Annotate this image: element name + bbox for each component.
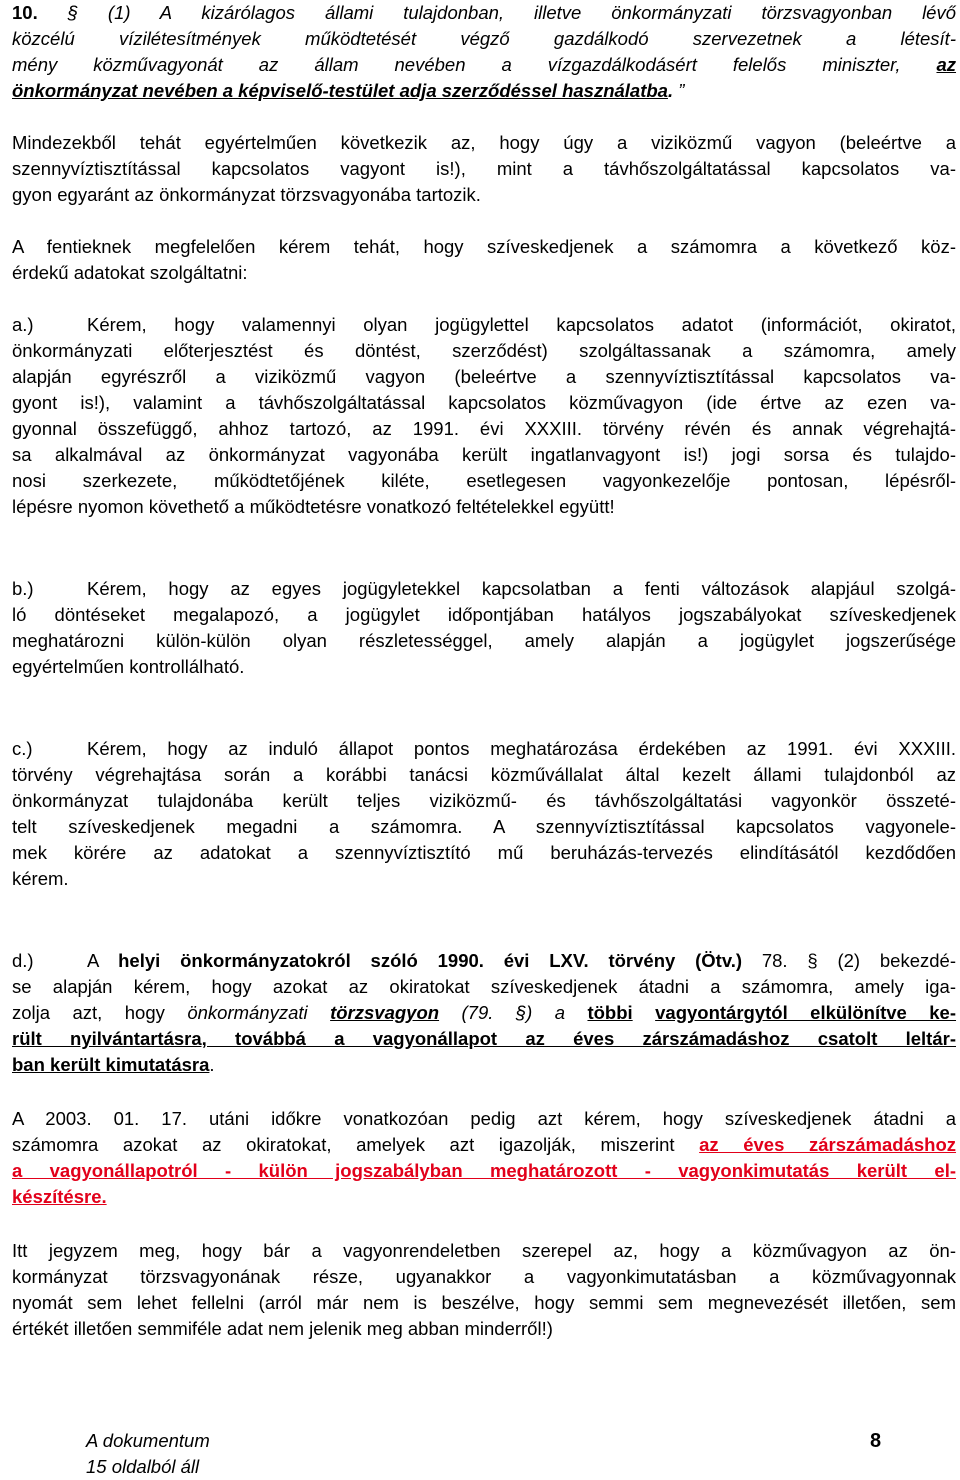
item-b-line-1: [12, 576, 956, 602]
footer-line-1: A dokumentum: [86, 1430, 210, 1451]
paragraph-f-line-3: nyomát sem lehet fellelni (arról már nem is beszélve, hogy semmi sem megnevezését illetően, sem: [12, 1292, 956, 1313]
item-c-line-5: mek körére az adatokat a szennyvíztisztító mű beruházás-tervezés elindításától kezdődően: [12, 842, 956, 863]
item-c-line-1: [12, 736, 956, 762]
item-a-line-4: gyont is!), valamint a távhőszolgáltatással kapcsolatos közművagyon (ide értve az ezen va-: [12, 392, 956, 413]
item-d-emphasis: ban került kimutatásra: [12, 1054, 210, 1075]
item-d-label: d.): [12, 950, 34, 971]
item-a-text: Kérem, hogy valamennyi olyan jogügylettel kapcsolatos adatot (információt, okiratot,: [87, 314, 956, 335]
item-d-emphasis: vagyontárgytól elkülönítve ke-: [655, 1002, 957, 1023]
section-10-text: § (1) A kizárólagos állami tulajdonban, illetve önkormányzati törzsvagyonban lévő: [67, 2, 957, 23]
section-10-period: .: [667, 80, 674, 101]
item-d-emphasis: törzsvagyon: [330, 1002, 440, 1023]
highlighted-text: az éves zárszámadáshoz: [699, 1134, 957, 1155]
section-number: 10.: [12, 2, 38, 23]
item-c-line-4: telt szíveskedjenek megadni a számomra. A szennyvíztisztítással kapcsolatos vagyonele-: [12, 816, 956, 837]
section-10-text: mény közművagyonát az állam nevében a vízgazdálkodásért felelős miniszter,: [12, 54, 901, 75]
item-d-line-2: se alapján kérem, hogy azokat az okiratokat szíveskedjenek átadni a számomra, amely iga-: [12, 976, 956, 997]
item-d-emphasis: többi: [587, 1002, 633, 1023]
paragraph-f-line-2: kormányzat törzsvagyonának része, ugyanakkor a vagyonkimutatásban a közművagyonnak: [12, 1266, 956, 1287]
footer-line-2: 15 oldalból áll: [86, 1456, 200, 1477]
closing-quote: ”: [678, 80, 685, 101]
item-c-line-2: törvény végrehajtása során a korábbi tanácsi közművállalat által kezelt állami tulajdonból az: [12, 764, 956, 785]
paragraph-e-line-2: [12, 1132, 956, 1158]
item-d-text: A: [87, 950, 119, 971]
item-d-line-4: rült nyilvántartásra, továbbá a vagyonállapot az éves zárszámadáshoz csatolt leltár-: [12, 1028, 956, 1049]
item-a-label: a.): [12, 314, 34, 335]
item-a-line-3: alapján egyrészről a viziközmű vagyon (beleértve a szennyvíztisztítással kapcsolatos va-: [12, 366, 956, 387]
item-b-line-4: egyértelműen kontrollálható.: [12, 656, 245, 677]
item-d-line-1: [12, 948, 956, 974]
item-a-line-6: sa alkalmával az önkormányzat vagyonába került ingatlanvagyont is!) jogi sorsa és tulajdo-: [12, 444, 956, 465]
item-d-text: zolja azt, hogy: [12, 1002, 188, 1023]
section-10-emphasis: az: [936, 54, 957, 75]
item-b-label: b.): [12, 578, 34, 599]
paragraph-e-text: számomra azokat az okiratokat, amelyek azt igazolják, miszerint: [12, 1134, 700, 1155]
paragraph-1-line-1: Mindezekből tehát egyértelműen következik az, hogy úgy a viziközmű vagyon (beleértve a: [12, 132, 956, 153]
page-number: 8: [870, 1430, 882, 1452]
paragraph-e-line-3: a vagyonállapotról - külön jogszabályban meghatározott - vagyonkimutatás került el-: [12, 1160, 956, 1181]
paragraph-1-line-3: gyon egyaránt az önkormányzat törzsvagyonába tartozik.: [12, 184, 481, 205]
paragraph-2-line-2: érdekű adatokat szolgáltatni:: [12, 262, 248, 283]
item-d-line-5: [12, 1052, 956, 1078]
section-10-emphasis: önkormányzat nevében a képviselő-testület adja szerződéssel használatba: [12, 80, 668, 101]
item-d-line-3: [12, 1000, 956, 1026]
paragraph-e-line-4: készítésre.: [12, 1186, 107, 1207]
item-c-line-3: önkormányzat tulajdonába került teljes viziközmű- és távhőszolgáltatási vagyonkör összeté-: [12, 790, 956, 811]
section-10-line-3: [12, 52, 956, 78]
item-b-line-3: meghatározni külön-külön olyan részletességgel, amely alapján a jogügylet jogszerűsége: [12, 630, 956, 651]
item-d-italic: önkormányzati: [187, 1002, 308, 1023]
item-c-line-6: kérem.: [12, 868, 69, 889]
item-b-line-2: ló döntéseket megalapozó, a jogügylet időpontjában hatályos jogszabályokat szíveskedjenek: [12, 604, 956, 625]
item-d-text: 78. § (2) bekezdé-: [742, 950, 956, 971]
section-10-line-2: közcélú vízilétesítmények működtetését végző gazdálkodó szervezetnek a létesít-: [12, 28, 956, 49]
section-10-line-1: [12, 0, 956, 26]
law-reference: helyi önkormányzatokról szóló 1990. évi LXV. törvény (Ötv.): [118, 950, 743, 971]
item-a-line-8: lépésre nyomon követhető a működtetésre vonatkozó feltételekkel együtt!: [12, 496, 615, 517]
item-a-line-7: nosi szerkezete, működtetőjének kiléte, esetlegesen vagyonkezelője pontosan, lépésről-: [12, 470, 956, 491]
paragraph-e-line-1: A 2003. 01. 17. utáni időkre vonatkozóan pedig azt kérem, hogy szíveskedjenek átadni a: [12, 1108, 956, 1129]
item-a-line-5: gyonnal összefüggő, ahhoz tartozó, az 1991. évi XXXIII. törvény révén és annak végrehajtá-: [12, 418, 956, 439]
paragraph-f-line-1: Itt jegyzem meg, hogy bár a vagyonrendeletben szerepel az, hogy a közművagyon az ön-: [12, 1240, 956, 1261]
item-b-text: Kérem, hogy az egyes jogügyletekkel kapcsolatban a fenti változások alapjául szolgá-: [87, 578, 956, 599]
paragraph-f-line-4: értékét illetően semmiféle adat nem jelenik meg abban minderről!): [12, 1318, 553, 1339]
item-a-line-2: önkormányzati előterjesztést és döntést, szerződést) szolgáltassanak a számomra, amely: [12, 340, 956, 361]
item-a-line-1: [12, 312, 956, 338]
paragraph-2-line-1: A fentieknek megfelelően kérem tehát, hogy szíveskedjenek a számomra a következő köz-: [12, 236, 956, 257]
footer-document-info: [86, 1428, 210, 1480]
item-d-period: .: [209, 1054, 215, 1075]
section-10-line-4: [12, 78, 956, 104]
paragraph-1-line-2: szennyvíztisztítással kapcsolatos vagyont is!), mint a távhőszolgáltatással kapcsolatos va-: [12, 158, 956, 179]
item-c-label: c.): [12, 738, 33, 759]
item-c-text: Kérem, hogy az induló állapot pontos meghatározása érdekében az 1991. évi XXXIII.: [87, 738, 956, 759]
item-d-italic: (79. §) a: [439, 1002, 588, 1023]
